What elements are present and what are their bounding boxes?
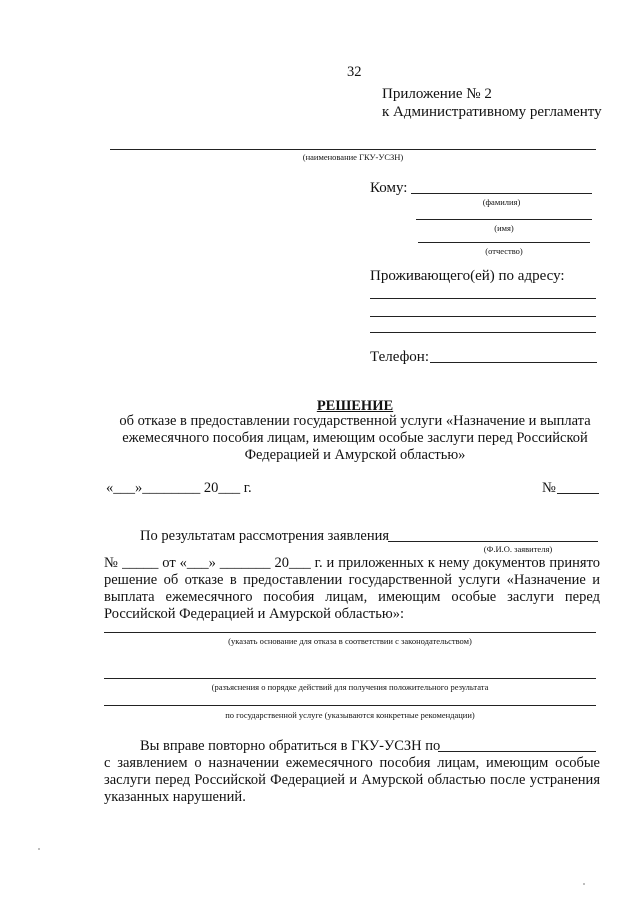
body-line2: № _____ от «___» _______ 20___ г. и приложенных к нему документов принято bbox=[104, 555, 600, 571]
explanation-caption: (разъяснения о порядке действий для получения положительного результата bbox=[211, 682, 489, 692]
closing-line4: указанных нарушений. bbox=[104, 789, 246, 805]
name-caption: (имя) bbox=[494, 223, 514, 233]
applicant-caption: (Ф.И.О. заявителя) bbox=[483, 544, 553, 554]
scan-speck bbox=[38, 848, 40, 850]
recommendation-line bbox=[104, 705, 596, 706]
decision-subtitle-line1: об отказе в предоставлении государственной услуги «Назначение и выплата bbox=[119, 413, 591, 429]
to-label: Кому: bbox=[370, 180, 408, 196]
address-line-3 bbox=[370, 332, 596, 333]
appendix-line2: к Административному регламенту bbox=[382, 104, 602, 120]
closing-date-line bbox=[438, 751, 596, 752]
address-line-1 bbox=[370, 298, 596, 299]
decision-number-label: № bbox=[542, 480, 556, 496]
phone-line bbox=[430, 362, 597, 363]
body-line3: решение об отказе в предоставлении государственной услуги «Назначение и bbox=[104, 572, 600, 588]
reason-line bbox=[104, 632, 596, 633]
explanation-line bbox=[104, 678, 596, 679]
surname-caption: (фамилия) bbox=[482, 197, 521, 207]
body-line4: выплата ежемесячного пособия лицам, имеющим особые заслуги перед bbox=[104, 589, 600, 605]
page-number: 32 bbox=[347, 64, 362, 80]
appendix-line1: Приложение № 2 bbox=[382, 86, 492, 102]
reason-caption: (указать основание для отказа в соответствии с законодательством) bbox=[228, 636, 472, 646]
surname-line bbox=[411, 193, 592, 194]
decision-number-line bbox=[557, 493, 599, 494]
address-line-2 bbox=[370, 316, 596, 317]
patronymic-line bbox=[418, 242, 590, 243]
decision-date: «___»________ 20___ г. bbox=[106, 480, 252, 496]
decision-subtitle-line2: ежемесячного пособия лицам, имеющим особые заслуги перед Российской bbox=[122, 430, 588, 446]
closing-line1: Вы вправе повторно обратиться в ГКУ-УСЗН по bbox=[140, 738, 441, 754]
closing-line2: с заявлением о назначении ежемесячного пособия лицам, имеющим особые bbox=[104, 755, 600, 771]
applicant-name-line bbox=[388, 541, 598, 542]
org-caption: (наименование ГКУ-УСЗН) bbox=[302, 152, 404, 162]
closing-line3: заслуги перед Российской Федерацией и Амурской областью после устранения bbox=[104, 772, 600, 788]
scan-speck bbox=[583, 883, 585, 885]
phone-label: Телефон: bbox=[370, 349, 429, 365]
name-line bbox=[416, 219, 592, 220]
patronymic-caption: (отчество) bbox=[485, 246, 523, 256]
recommendation-caption: по государственной услуге (указываются конкретные рекомендации) bbox=[225, 710, 475, 720]
decision-subtitle-line3: Федерацией и Амурской областью» bbox=[244, 447, 466, 463]
org-name-line bbox=[110, 149, 596, 150]
body-line5: Российской Федерацией и Амурской областью»: bbox=[104, 606, 404, 622]
address-label: Проживающего(ей) по адресу: bbox=[370, 268, 565, 284]
body-line1: По результатам рассмотрения заявления bbox=[140, 528, 390, 544]
decision-title: РЕШЕНИЕ bbox=[316, 398, 394, 414]
